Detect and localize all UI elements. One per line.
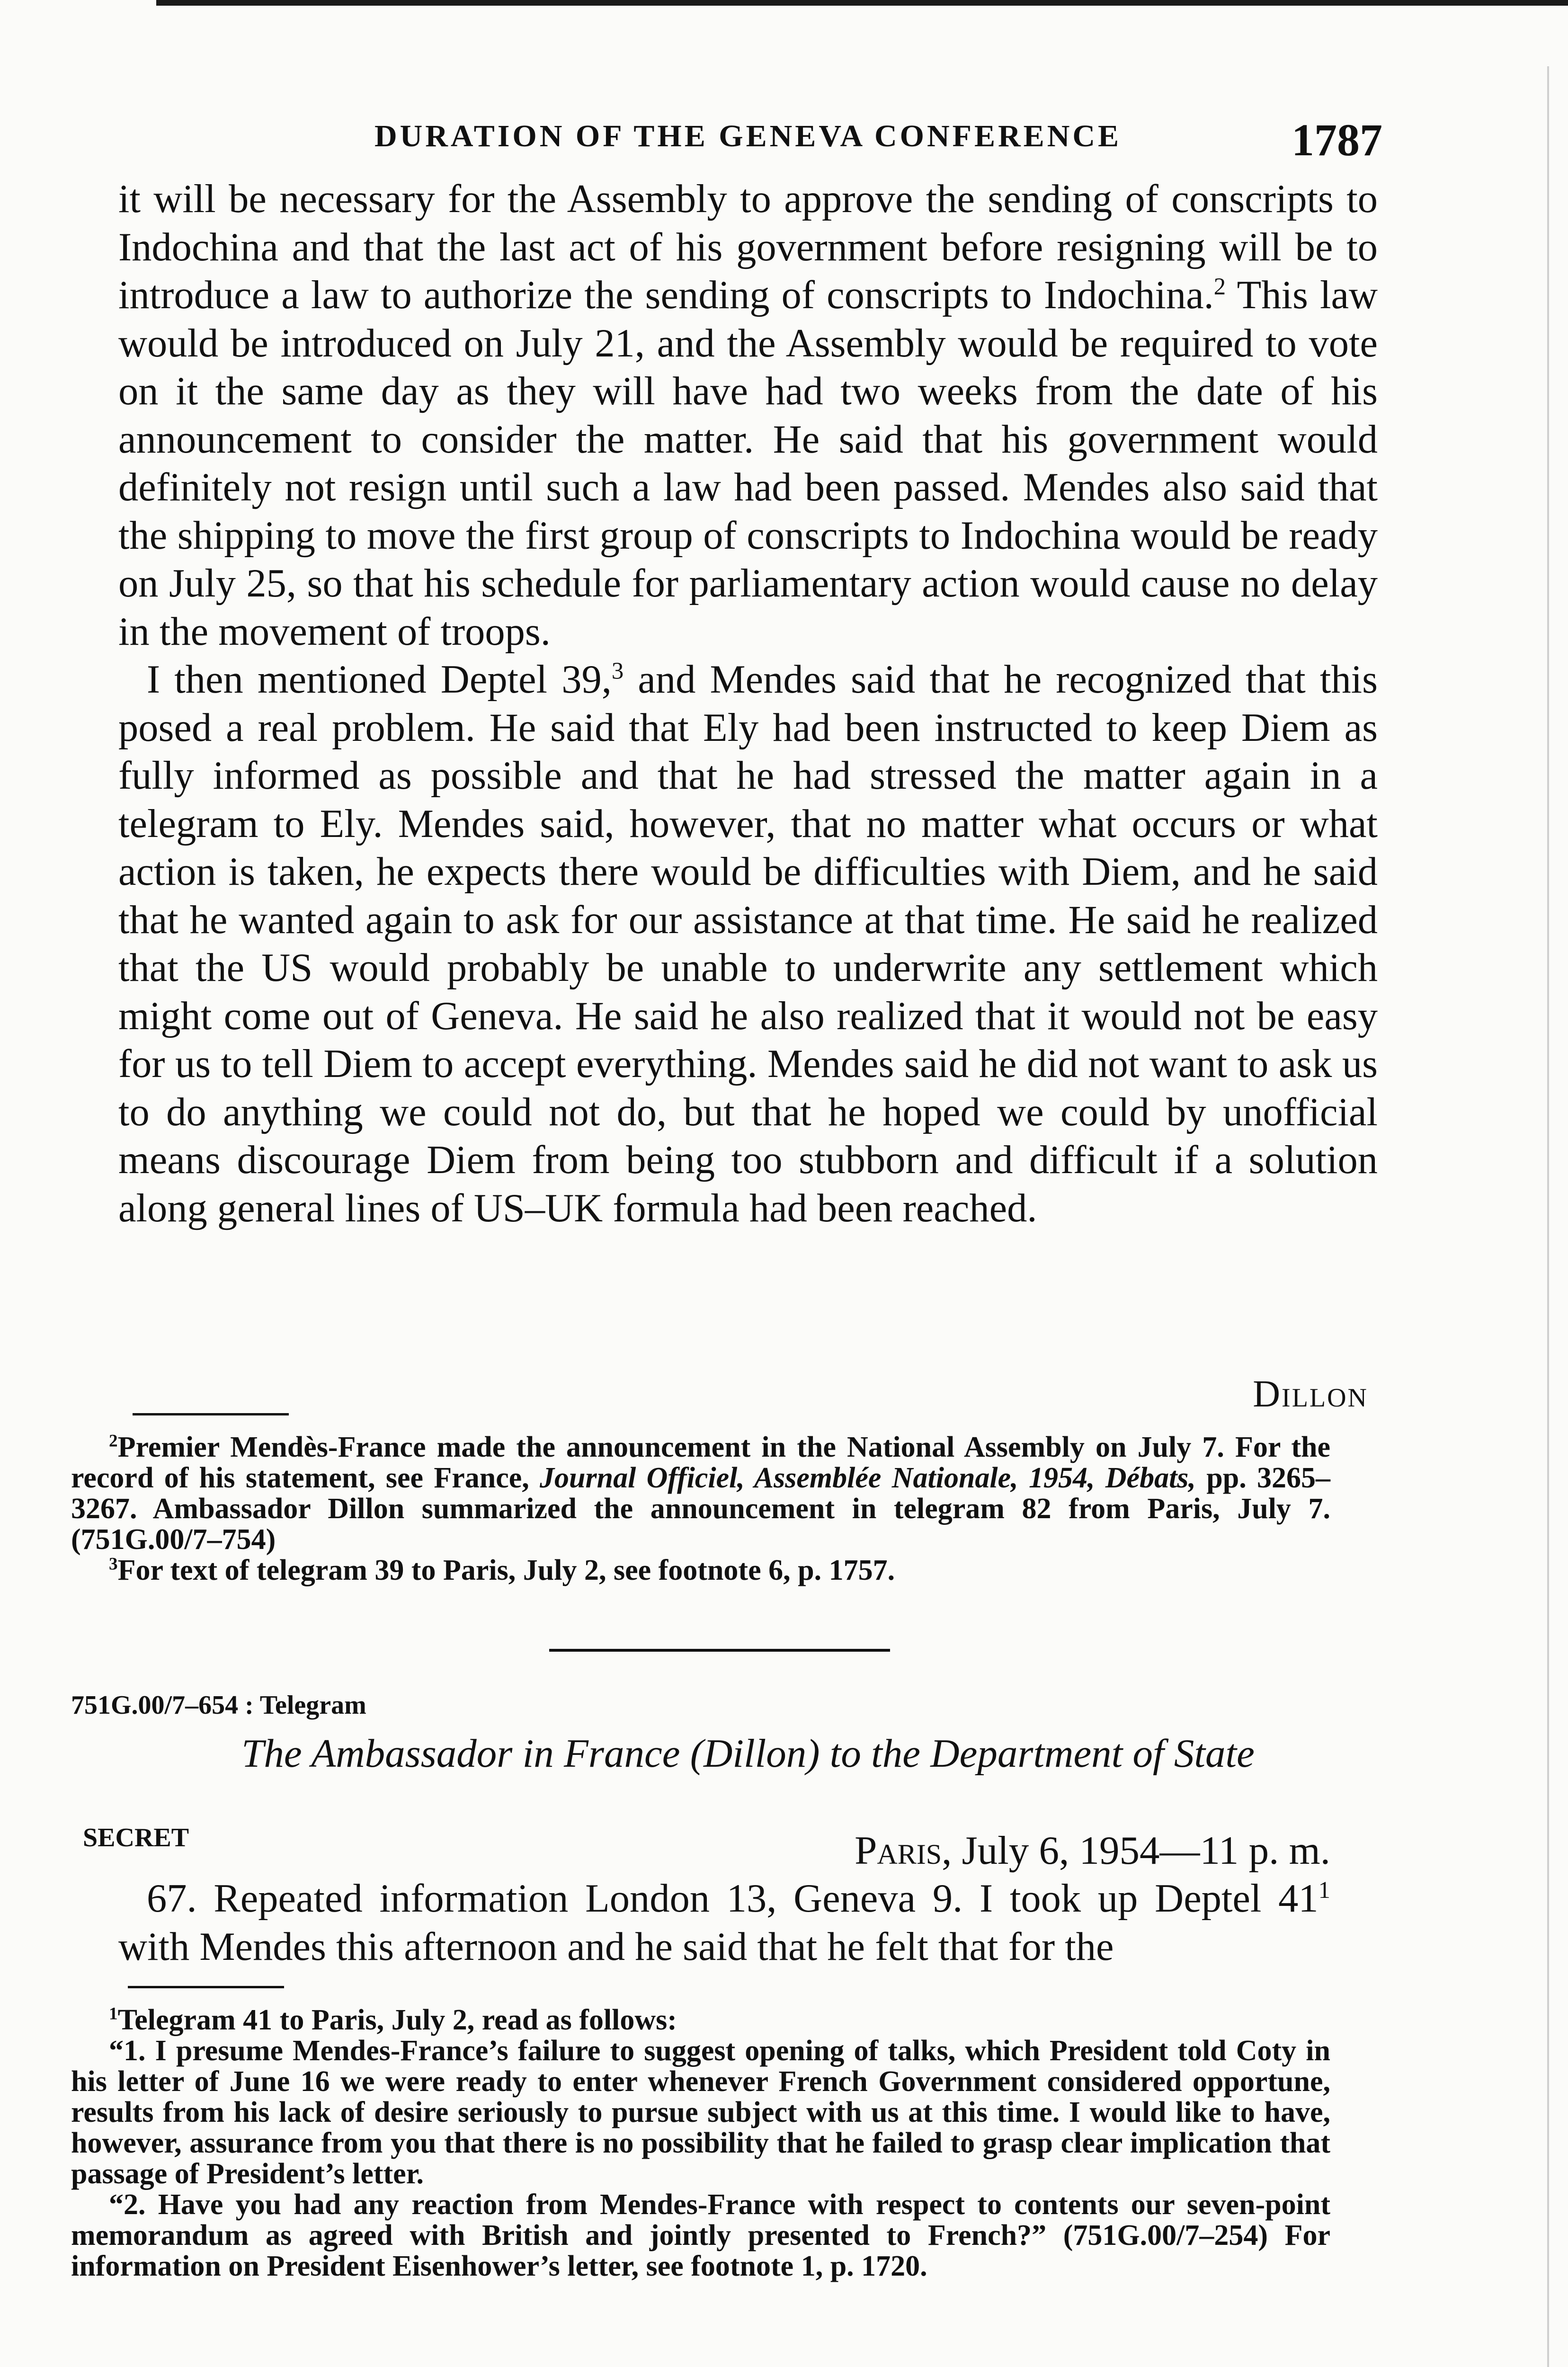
footnote-rule-bottom (128, 1986, 284, 1988)
document-title: The Ambassador in France (Dillon) to the Department of State (241, 1731, 1255, 1776)
telegram-text-a: 67. Repeated information London 13, Geneva 9. I took up Deptel 41 (147, 1877, 1319, 1921)
footnote-3-mark: 3 (109, 1554, 118, 1574)
telegram-text (118, 1875, 1330, 1971)
footnote-3-text: For text of telegram 39 to Paris, July 2, see footnote 6, p. 1757. (117, 1554, 895, 1586)
page-edge (1547, 66, 1549, 2367)
document-id: 751G.00/7–654 : Telegram (71, 1691, 366, 1720)
footnote-2-citation: Journal Officiel, Assemblée Nationale, 1954, Débats, (540, 1462, 1196, 1494)
paragraph-2 (118, 656, 1378, 1232)
signature: Dillon (1253, 1373, 1368, 1415)
footnote-ref-1: 1 (1318, 1876, 1330, 1903)
paragraph-2-text-a: I then mentioned Deptel 39, (147, 658, 612, 702)
dateline (710, 1827, 1330, 1874)
paragraph-1-continued: This law would be introduced on July 21, and the Assembly would be required to vote on it the same day as they will have had two weeks from the date of his announcement to consider the matter. He said that his government would definitely not resign until such a law had been passed. Mendes also said that the shipping to move the first group of conscripts to Indochina would be ready on July 25, so that his schedule for parliamentary action would cause no delay in the movement of troops. (118, 273, 1378, 654)
main-text (118, 175, 1378, 1232)
paragraph-1-text: it will be necessary for the Assembly to approve the sending of conscripts to Indochina and that the last act of his government before resigning will be to introduce a law to authorize the sending of conscripts to Indochina. (118, 177, 1378, 317)
footnotes-bottom (71, 2005, 1330, 2282)
footnote-rule-top (133, 1413, 289, 1415)
footnote-1-quote-1: “1. I presume Mendes-France’s failure to suggest opening of talks, which President told Coty in his letter of June 16 we were ready to enter whenever French Government considered opportune, results from his lack of desire seriously to pursue subject with us at this time. I would like to have, however, assurance from you that there is no possibility that he failed to grasp clear implication that passage of President’s letter. (71, 2035, 1330, 2190)
paragraph-2-text-b: and Mendes said that he recognized that this posed a real problem. He said that Ely had been instructed to keep Diem as fully informed as possible and that he had stressed the matter again in a telegram to Ely. Mendes said, however, that no matter what occurs or what action is taken, he expects there would be difficulties with Diem, and he said that he wanted again to ask for our assistance at that time. He said he realized that the US would probably be unable to underwrite any settlement which might come out of Geneva. He said he also realized that it would not be easy for us to tell Diem to accept everything. Mendes said he did not want to ask us to do anything we could not do, but that he hoped we could by unofficial means discourage Diem from being too stubborn and difficult if a solution along general lines of US–UK formula had been reached. (118, 658, 1378, 1230)
section-divider (549, 1649, 890, 1652)
footnote-1-intro: Telegram 41 to Paris, July 2, read as follows: (117, 2004, 677, 2036)
footnote-3 (71, 1555, 1330, 1586)
telegram-paragraph (118, 1875, 1330, 1971)
footnotes-top (71, 1432, 1330, 1586)
telegram-text-b: with Mendes this afternoon and he said that he felt that for the (118, 1924, 1114, 1969)
classification-label: SECRET (83, 1823, 189, 1852)
footnote-ref-2: 2 (1213, 273, 1226, 300)
running-header: DURATION OF THE GENEVA CONFERENCE (374, 119, 1122, 153)
footnote-1 (71, 2005, 1330, 2036)
footnote-2-text-b: pp. 3265–3267. Ambassador Dillon summarized the announcement in telegram 82 from Paris, July 7. (751G.00/7–754) (71, 1462, 1331, 1556)
dateline-place: Paris (855, 1828, 942, 1873)
page-number: 1787 (1292, 115, 1382, 165)
dateline-date: , July 6, 1954—11 p. m. (942, 1828, 1330, 1873)
paragraph-1 (118, 175, 1378, 656)
footnote-1-quote-2: “2. Have you had any reaction from Mendes-France with respect to contents our seven-point memorandum as agreed with British and jointly presented to French?” (751G.00/7–254) For information on President Eisenhower’s letter, see footnote 1, p. 1720. (71, 2189, 1330, 2282)
footnote-ref-3: 3 (611, 657, 624, 684)
footnote-2 (71, 1432, 1330, 1555)
footnote-2-mark: 2 (109, 1431, 118, 1451)
footnote-2-text-a: Premier Mendès-France made the announcement in the National Assembly on July 7. For the record of his statement, see France, (71, 1431, 1330, 1494)
top-border (156, 0, 1568, 6)
footnote-1-mark: 1 (109, 2004, 118, 2024)
